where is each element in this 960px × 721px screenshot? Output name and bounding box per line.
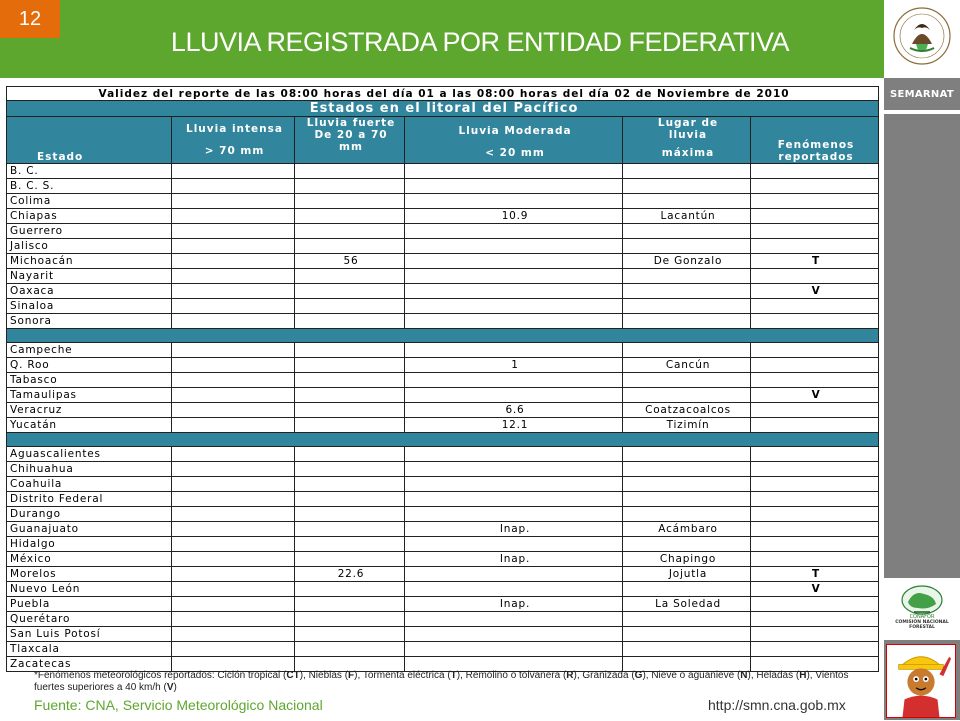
cell-fenomenos [751, 269, 879, 284]
cell-lugar [623, 447, 751, 462]
cell-lluvia-moderada [405, 477, 623, 492]
table-row [7, 388, 879, 403]
sidebar-divider [884, 110, 960, 114]
table-header-row [7, 117, 879, 164]
cell-fenomenos [751, 507, 879, 522]
cell-lugar [623, 507, 751, 522]
col-fenomenos: Fenómenos reportados [751, 117, 879, 164]
cell-estado: Tabasco [7, 373, 172, 388]
cell-fenomenos [751, 403, 879, 418]
cell-estado: Durango [7, 507, 172, 522]
table-row [7, 209, 879, 224]
cell-lluvia-fuerte [295, 582, 405, 597]
cell-estado: Jalisco [7, 239, 172, 254]
col-estado: Estado [7, 117, 172, 164]
cell-fenomenos [751, 492, 879, 507]
table-row [7, 522, 879, 537]
cell-lluvia-intensa [172, 373, 295, 388]
cell-lugar [623, 582, 751, 597]
section-separator [7, 433, 879, 447]
cell-lluvia-moderada: Inap. [405, 597, 623, 612]
semarnat-logo: SEMARNAT [884, 80, 960, 110]
cell-fenomenos [751, 239, 879, 254]
table-row [7, 462, 879, 477]
crest-panel [884, 0, 960, 78]
cell-lluvia-intensa [172, 358, 295, 373]
cell-lluvia-moderada [405, 627, 623, 642]
cell-lluvia-fuerte: 56 [295, 254, 405, 269]
cell-lluvia-intensa [172, 179, 295, 194]
cell-lluvia-moderada [405, 269, 623, 284]
rainfall-table [6, 86, 879, 672]
table-row [7, 567, 879, 582]
cell-estado: Puebla [7, 597, 172, 612]
cell-lluvia-fuerte [295, 507, 405, 522]
col-lluvia-moderada: Lluvia Moderada < 20 mm [405, 117, 623, 164]
cell-estado: Campeche [7, 343, 172, 358]
cell-lugar: Coatzacoalcos [623, 403, 751, 418]
cell-lluvia-intensa [172, 552, 295, 567]
cell-lluvia-moderada [405, 567, 623, 582]
cell-lluvia-moderada [405, 612, 623, 627]
cell-lluvia-intensa [172, 462, 295, 477]
cell-lluvia-intensa [172, 224, 295, 239]
cell-lluvia-moderada [405, 447, 623, 462]
cell-fenomenos [751, 642, 879, 657]
cell-lluvia-fuerte [295, 164, 405, 179]
cell-lluvia-intensa [172, 239, 295, 254]
cell-lluvia-fuerte [295, 477, 405, 492]
cell-fenomenos [751, 343, 879, 358]
cell-fenomenos [751, 627, 879, 642]
cell-lluvia-intensa [172, 492, 295, 507]
cell-lluvia-intensa [172, 314, 295, 329]
cell-lluvia-intensa [172, 194, 295, 209]
col-lugar-lluvia: Lugar de lluvia máxima [623, 117, 751, 164]
cell-estado: Sinaloa [7, 299, 172, 314]
cell-lluvia-fuerte [295, 492, 405, 507]
report-validity: Validez del reporte de las 08:00 horas del día 01 a las 08:00 horas del día 02 de Noviembre de 2010 [7, 87, 879, 101]
cell-lluvia-moderada: 10.9 [405, 209, 623, 224]
cell-estado: Oaxaca [7, 284, 172, 299]
cell-lluvia-intensa [172, 597, 295, 612]
cell-lugar [623, 612, 751, 627]
cell-lluvia-intensa [172, 209, 295, 224]
cell-lugar [623, 269, 751, 284]
table-row [7, 224, 879, 239]
cell-lluvia-fuerte [295, 462, 405, 477]
cell-lluvia-intensa [172, 343, 295, 358]
cell-estado: Colima [7, 194, 172, 209]
cell-fenomenos: V [751, 582, 879, 597]
cell-lugar [623, 164, 751, 179]
cell-lluvia-moderada [405, 343, 623, 358]
source-credit: Fuente: CNA, Servicio Meteorológico Nacional [34, 697, 323, 713]
cell-lluvia-fuerte [295, 522, 405, 537]
cell-fenomenos [751, 224, 879, 239]
cell-lluvia-moderada [405, 314, 623, 329]
cell-estado: Distrito Federal [7, 492, 172, 507]
cell-lluvia-moderada: 1 [405, 358, 623, 373]
cell-lluvia-intensa [172, 388, 295, 403]
cell-lluvia-moderada [405, 492, 623, 507]
cell-estado: Coahuila [7, 477, 172, 492]
cell-lluvia-fuerte [295, 447, 405, 462]
table-row [7, 373, 879, 388]
table-row [7, 492, 879, 507]
cell-lugar [623, 388, 751, 403]
cell-lluvia-intensa [172, 642, 295, 657]
cell-estado: México [7, 552, 172, 567]
cell-fenomenos [751, 537, 879, 552]
table-row [7, 447, 879, 462]
cell-estado: Veracruz [7, 403, 172, 418]
cell-lluvia-intensa [172, 612, 295, 627]
cell-lluvia-moderada [405, 373, 623, 388]
cell-fenomenos [751, 209, 879, 224]
cell-estado: San Luis Potosí [7, 627, 172, 642]
table-row [7, 642, 879, 657]
cell-fenomenos [751, 358, 879, 373]
cell-lluvia-fuerte [295, 343, 405, 358]
cell-estado: Morelos [7, 567, 172, 582]
cell-lugar [623, 239, 751, 254]
cell-fenomenos [751, 552, 879, 567]
cell-lluvia-intensa [172, 164, 295, 179]
cell-fenomenos [751, 612, 879, 627]
cell-lluvia-moderada [405, 239, 623, 254]
cell-lluvia-moderada: Inap. [405, 522, 623, 537]
cell-estado: Guerrero [7, 224, 172, 239]
cell-lluvia-fuerte [295, 403, 405, 418]
mexico-coat-of-arms-icon [890, 4, 954, 68]
table-row [7, 627, 879, 642]
cell-lluvia-moderada: 6.6 [405, 403, 623, 418]
cell-lluvia-fuerte [295, 373, 405, 388]
cell-fenomenos [751, 299, 879, 314]
cell-lugar [623, 224, 751, 239]
conafor-emblem-icon [884, 578, 960, 640]
cell-estado: Zacatecas [7, 657, 172, 672]
cell-estado: Nuevo León [7, 582, 172, 597]
table-row [7, 477, 879, 492]
cell-lugar [623, 642, 751, 657]
cell-lluvia-fuerte [295, 299, 405, 314]
cell-lluvia-fuerte [295, 314, 405, 329]
cell-estado: Yucatán [7, 418, 172, 433]
conafor-caption: COMISIÓN NACIONAL FORESTAL [895, 620, 949, 630]
cell-lluvia-moderada: 12.1 [405, 418, 623, 433]
cell-lugar: De Gonzalo [623, 254, 751, 269]
cell-lugar [623, 373, 751, 388]
cell-lluvia-fuerte [295, 537, 405, 552]
cell-lluvia-moderada [405, 284, 623, 299]
section-separator [7, 329, 879, 343]
source-url-link[interactable]: http://smn.cna.gob.mx [708, 697, 846, 713]
cell-estado: Aguascalientes [7, 447, 172, 462]
cell-lugar [623, 627, 751, 642]
cell-fenomenos [751, 314, 879, 329]
cell-lugar: Acámbaro [623, 522, 751, 537]
cell-lugar [623, 299, 751, 314]
svg-text:CONAFOR: CONAFOR [909, 614, 935, 620]
cell-lluvia-moderada [405, 299, 623, 314]
cell-lluvia-intensa [172, 477, 295, 492]
table-row [7, 537, 879, 552]
cell-estado: Tlaxcala [7, 642, 172, 657]
cell-estado: Guanajuato [7, 522, 172, 537]
gulf-states-rows [7, 343, 879, 433]
cell-lluvia-fuerte [295, 358, 405, 373]
slide-number-badge: 12 [0, 0, 60, 38]
cell-estado: Sonora [7, 314, 172, 329]
forest-mascot-image [886, 644, 956, 718]
cell-lluvia-moderada [405, 582, 623, 597]
cell-lugar [623, 314, 751, 329]
rainfall-table-container [6, 86, 878, 672]
cell-lluvia-intensa [172, 254, 295, 269]
cell-lugar [623, 492, 751, 507]
cell-lugar: Jojutla [623, 567, 751, 582]
cell-lluvia-fuerte [295, 209, 405, 224]
cell-fenomenos [751, 418, 879, 433]
cell-lluvia-moderada [405, 388, 623, 403]
cell-lluvia-fuerte [295, 194, 405, 209]
cell-lugar [623, 343, 751, 358]
cell-lugar: Cancún [623, 358, 751, 373]
cell-lluvia-moderada: Inap. [405, 552, 623, 567]
cell-fenomenos [751, 477, 879, 492]
table-row [7, 418, 879, 433]
cell-estado: Michoacán [7, 254, 172, 269]
cell-lluvia-moderada [405, 254, 623, 269]
cell-estado: Hidalgo [7, 537, 172, 552]
cell-lluvia-fuerte [295, 597, 405, 612]
cell-lluvia-fuerte [295, 269, 405, 284]
cell-estado: Q. Roo [7, 358, 172, 373]
cell-lluvia-intensa [172, 418, 295, 433]
table-row [7, 507, 879, 522]
cell-estado: Tamaulipas [7, 388, 172, 403]
cell-lluvia-moderada [405, 642, 623, 657]
phenomena-footnote: *Fenómenos meteorológicos reportados: Ciclón tropical (CT), Nieblas (F), Tormenta eléctrica (T), Remolino o tolvanera (R), Granizada (G), Nieve o aguanieve (N), Heladas (H), Vientos fuertes superiores a 40 km/h (V) [34, 670, 849, 693]
cell-fenomenos: V [751, 284, 879, 299]
cell-fenomenos: T [751, 254, 879, 269]
cell-lluvia-fuerte [295, 552, 405, 567]
table-row [7, 582, 879, 597]
page-title: LLUVIA REGISTRADA POR ENTIDAD FEDERATIVA [170, 27, 790, 57]
cell-fenomenos [751, 164, 879, 179]
cell-lluvia-moderada [405, 537, 623, 552]
mascot-icon [887, 645, 955, 717]
cell-lugar: La Soledad [623, 597, 751, 612]
cell-fenomenos [751, 179, 879, 194]
table-row [7, 358, 879, 373]
right-sidebar [884, 0, 960, 720]
cell-lluvia-intensa [172, 403, 295, 418]
cell-estado: Chiapas [7, 209, 172, 224]
cell-lluvia-fuerte [295, 627, 405, 642]
cell-lluvia-fuerte [295, 239, 405, 254]
cell-lugar [623, 462, 751, 477]
table-row [7, 343, 879, 358]
cell-lugar [623, 477, 751, 492]
cell-lluvia-fuerte [295, 284, 405, 299]
table-row [7, 269, 879, 284]
cell-lluvia-moderada [405, 224, 623, 239]
cell-lugar [623, 194, 751, 209]
table-row [7, 403, 879, 418]
cell-lugar: Lacantún [623, 209, 751, 224]
cell-lluvia-fuerte [295, 224, 405, 239]
table-row [7, 552, 879, 567]
cell-fenomenos [751, 194, 879, 209]
table-row [7, 254, 879, 269]
cell-estado: Nayarit [7, 269, 172, 284]
cell-lluvia-fuerte [295, 612, 405, 627]
cell-lluvia-moderada [405, 462, 623, 477]
cell-lluvia-intensa [172, 537, 295, 552]
cell-lluvia-fuerte [295, 179, 405, 194]
cell-fenomenos: V [751, 388, 879, 403]
cell-lugar [623, 179, 751, 194]
cell-lluvia-fuerte [295, 418, 405, 433]
cell-lluvia-intensa [172, 582, 295, 597]
cell-lluvia-moderada [405, 179, 623, 194]
table-row [7, 164, 879, 179]
cell-estado: Chihuahua [7, 462, 172, 477]
cell-fenomenos [751, 447, 879, 462]
cell-lluvia-intensa [172, 567, 295, 582]
cell-lluvia-intensa [172, 299, 295, 314]
cell-fenomenos [751, 522, 879, 537]
table-row [7, 239, 879, 254]
cell-fenomenos: T [751, 567, 879, 582]
cell-lluvia-intensa [172, 284, 295, 299]
cell-lluvia-intensa [172, 627, 295, 642]
pacific-states-rows [7, 164, 879, 329]
conafor-logo [884, 578, 960, 640]
cell-lluvia-intensa [172, 522, 295, 537]
cell-estado: Querétaro [7, 612, 172, 627]
col-lluvia-fuerte: Lluvia fuerte De 20 a 70 mm [295, 117, 405, 164]
table-row [7, 597, 879, 612]
cell-lugar [623, 537, 751, 552]
interior-states-rows [7, 447, 879, 672]
table-row [7, 194, 879, 209]
cell-fenomenos [751, 597, 879, 612]
cell-lluvia-fuerte [295, 388, 405, 403]
cell-lluvia-moderada [405, 164, 623, 179]
cell-lluvia-intensa [172, 269, 295, 284]
cell-lugar: Chapingo [623, 552, 751, 567]
cell-lluvia-fuerte [295, 642, 405, 657]
cell-lluvia-moderada [405, 194, 623, 209]
cell-lluvia-intensa [172, 507, 295, 522]
table-row [7, 299, 879, 314]
cell-lluvia-fuerte: 22.6 [295, 567, 405, 582]
cell-lluvia-moderada [405, 507, 623, 522]
cell-fenomenos [751, 373, 879, 388]
table-row [7, 284, 879, 299]
cell-lugar [623, 284, 751, 299]
section-title: Estados en el litoral del Pacífico [7, 101, 879, 117]
cell-estado: B. C. [7, 164, 172, 179]
table-row [7, 314, 879, 329]
col-lluvia-intensa: Lluvia intensa > 70 mm [172, 117, 295, 164]
cell-estado: B. C. S. [7, 179, 172, 194]
cell-lugar: Tizimín [623, 418, 751, 433]
table-row [7, 612, 879, 627]
cell-fenomenos [751, 462, 879, 477]
cell-lluvia-intensa [172, 447, 295, 462]
table-row [7, 179, 879, 194]
